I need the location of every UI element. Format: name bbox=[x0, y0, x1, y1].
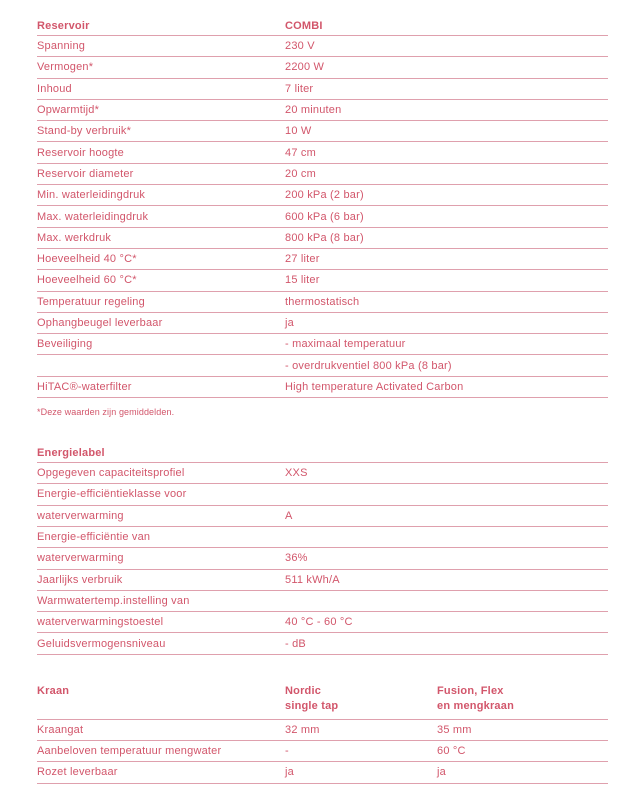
table-row bbox=[37, 527, 608, 548]
table-row bbox=[37, 484, 608, 505]
table-row bbox=[37, 79, 608, 100]
spec-value: 15 liter bbox=[285, 274, 320, 287]
reservoir-spec-table bbox=[37, 16, 608, 398]
spec-label: Vermogen* bbox=[37, 61, 94, 74]
reservoir-table-title: Reservoir bbox=[37, 19, 90, 32]
kraan-table-title: Kraan bbox=[37, 684, 70, 697]
table-row bbox=[37, 548, 608, 569]
spec-label: Rozet leverbaar bbox=[37, 766, 118, 779]
spec-value: - maximaal temperatuur bbox=[285, 338, 406, 351]
spec-label: Ophangbeugel leverbaar bbox=[37, 317, 163, 329]
table-row bbox=[37, 228, 608, 249]
spec-value: 20 minuten bbox=[285, 104, 342, 117]
table-row bbox=[37, 570, 608, 591]
spec-value: - overdrukventiel 800 kPa (8 bar) bbox=[285, 359, 452, 372]
table-row bbox=[37, 206, 608, 227]
spec-label: Opgegeven capaciteitsprofiel bbox=[37, 467, 185, 480]
table-row bbox=[37, 57, 608, 78]
spec-value: 60 °C bbox=[437, 745, 466, 758]
table-row bbox=[37, 355, 608, 376]
spec-value: - dB bbox=[285, 637, 306, 650]
spec-value: 800 kPa (8 bar) bbox=[285, 231, 364, 244]
spec-value: ja bbox=[285, 317, 294, 329]
spec-label: Hoeveelheid 60 °C* bbox=[37, 274, 137, 287]
spec-label: Opwarmtijd* bbox=[37, 104, 100, 117]
spec-value: 35 mm bbox=[437, 723, 472, 736]
table-row bbox=[37, 270, 608, 291]
spec-label: Inhoud bbox=[37, 82, 72, 95]
table-row bbox=[37, 591, 608, 612]
kraan-header-row bbox=[37, 681, 608, 720]
spec-value: 20 cm bbox=[285, 167, 316, 180]
spec-label: Temperatuur regeling bbox=[37, 295, 145, 308]
spec-label: waterverwarming bbox=[37, 509, 124, 522]
spec-value: 2200 W bbox=[285, 61, 325, 74]
spec-label: Kraangat bbox=[37, 723, 84, 736]
spec-value: 32 mm bbox=[285, 723, 320, 736]
spec-value: 10 W bbox=[285, 125, 312, 138]
spec-value: 7 liter bbox=[285, 82, 314, 95]
energielabel-rows bbox=[37, 463, 608, 655]
spec-label: Jaarlijks verbruik bbox=[37, 573, 123, 586]
reservoir-column-header: COMBI bbox=[285, 19, 323, 32]
spec-label: Beveiliging bbox=[37, 338, 93, 351]
spec-label: Min. waterleidingdruk bbox=[37, 189, 146, 202]
table-row bbox=[37, 720, 608, 741]
spec-label: Spanning bbox=[37, 40, 86, 53]
spec-value: 600 kPa (6 bar) bbox=[285, 210, 364, 223]
spec-label: Max. werkdruk bbox=[37, 231, 112, 244]
kraan-spec-table bbox=[37, 681, 608, 784]
reservoir-header-row bbox=[37, 16, 608, 36]
spec-value: 47 cm bbox=[285, 146, 316, 159]
spec-value: A bbox=[285, 509, 293, 522]
table-row bbox=[37, 334, 608, 355]
table-row bbox=[37, 292, 608, 313]
table-row bbox=[37, 612, 608, 633]
table-row bbox=[37, 633, 608, 654]
table-row bbox=[37, 142, 608, 163]
spec-label: Reservoir diameter bbox=[37, 167, 134, 180]
table-row bbox=[37, 741, 608, 762]
spec-value: ja bbox=[437, 766, 446, 779]
table-row bbox=[37, 121, 608, 142]
table-row bbox=[37, 249, 608, 270]
table-row bbox=[37, 185, 608, 206]
spec-label: Warmwatertemp.instelling van bbox=[37, 594, 190, 607]
spec-label: waterverwarmingstoestel bbox=[37, 616, 164, 629]
table-row bbox=[37, 164, 608, 185]
energielabel-header-row bbox=[37, 443, 608, 463]
spec-value: thermostatisch bbox=[285, 295, 360, 308]
table-row bbox=[37, 463, 608, 484]
kraan-column-header-fusion: Fusion, Flex en mengkraan bbox=[437, 684, 514, 712]
table-row bbox=[37, 100, 608, 121]
spec-value: 511 kWh/A bbox=[285, 573, 340, 586]
spec-value: XXS bbox=[285, 467, 308, 480]
spec-label: Energie-efficiëntie van bbox=[37, 531, 151, 544]
spec-label: Stand-by verbruik* bbox=[37, 125, 132, 138]
energielabel-spec-table bbox=[37, 443, 608, 655]
spec-label: Geluidsvermogensniveau bbox=[37, 637, 166, 650]
reservoir-rows bbox=[37, 36, 608, 398]
energielabel-table-title: Energielabel bbox=[37, 446, 105, 459]
table-row bbox=[37, 313, 608, 334]
spec-label: Hoeveelheid 40 °C* bbox=[37, 253, 137, 266]
spec-label: waterverwarming bbox=[37, 552, 124, 565]
kraan-column-header-nordic: Nordic single tap bbox=[285, 684, 339, 712]
spec-value: 40 °C - 60 °C bbox=[285, 616, 353, 629]
spec-label: Reservoir hoogte bbox=[37, 146, 124, 159]
spec-label: Aanbeloven temperatuur mengwater bbox=[37, 745, 222, 758]
spec-value: 200 kPa (2 bar) bbox=[285, 189, 364, 202]
table-row bbox=[37, 36, 608, 57]
kraan-rows bbox=[37, 720, 608, 784]
footnote: *Deze waarden zijn gemiddelden. bbox=[37, 407, 175, 418]
table-row bbox=[37, 762, 608, 783]
spec-value: 36% bbox=[285, 552, 308, 565]
spec-value: - bbox=[285, 745, 289, 758]
table-row bbox=[37, 377, 608, 398]
spec-value: High temperature Activated Carbon bbox=[285, 380, 464, 393]
spec-value: 230 V bbox=[285, 40, 315, 53]
spec-value: 27 liter bbox=[285, 253, 320, 266]
table-row bbox=[37, 506, 608, 527]
spec-label: Max. waterleidingdruk bbox=[37, 210, 149, 223]
spec-label: HiTAC®-waterfilter bbox=[37, 380, 132, 393]
spec-label: Energie-efficiëntieklasse voor bbox=[37, 488, 187, 501]
spec-value: ja bbox=[285, 766, 294, 779]
